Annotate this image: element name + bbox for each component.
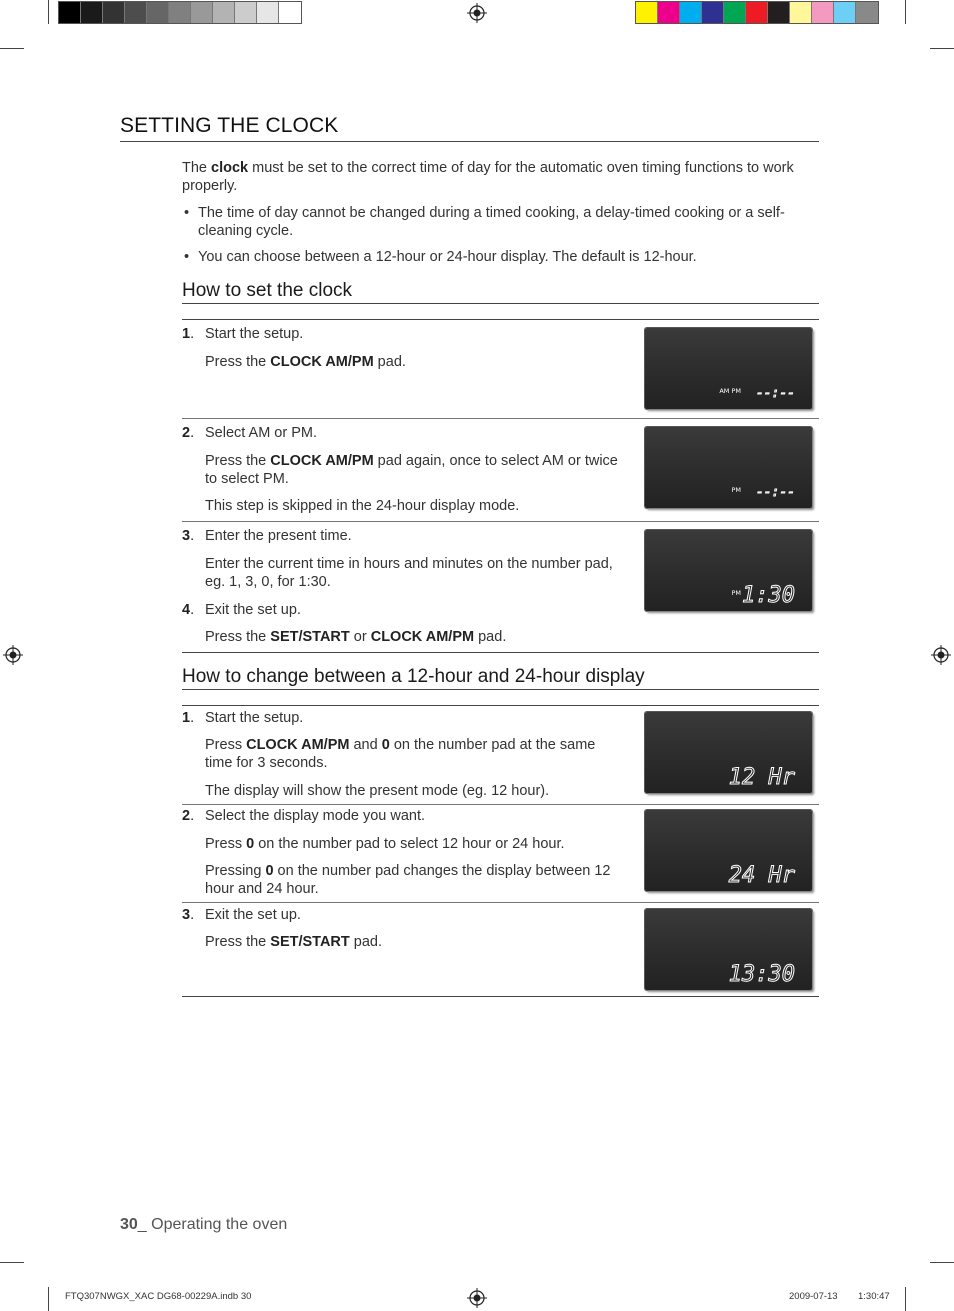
intro-paragraph: The clock must be set to the correct time of day for the automatic oven timing functions to work properly. xyxy=(182,160,794,194)
step-heading: Exit the set up. xyxy=(205,907,301,923)
display-indicator: PM xyxy=(731,486,741,494)
step-instruction: Press the CLOCK AM/PM pad again, once to select AM or twice to select PM. xyxy=(205,453,618,487)
color-swatch xyxy=(768,2,790,23)
table-bottom-rule xyxy=(182,652,819,653)
table-top-rule xyxy=(182,319,819,320)
gray-calibration-bar xyxy=(58,1,302,24)
display-indicator: AM PM xyxy=(719,387,741,395)
color-swatch xyxy=(856,2,878,23)
step-instruction: Press the SET/START pad. xyxy=(205,934,383,950)
step-note: This step is skipped in the 24-hour display mode. xyxy=(205,498,520,514)
step-number: 1. xyxy=(182,710,195,726)
step-number: 1. xyxy=(182,326,195,342)
color-swatch xyxy=(746,2,768,23)
color-swatch xyxy=(702,2,724,23)
subsection-title-set-clock: How to set the clock xyxy=(182,280,353,301)
subsection-rule xyxy=(182,303,819,304)
step-instruction: Press the CLOCK AM/PM pad. xyxy=(205,354,406,370)
color-swatch xyxy=(125,2,147,23)
display-readout: --:-- xyxy=(755,485,795,500)
oven-display-panel xyxy=(645,328,812,409)
display-readout: --:-- xyxy=(755,386,795,401)
step-number: 3. xyxy=(182,907,195,923)
color-swatch xyxy=(147,2,169,23)
color-swatch xyxy=(658,2,680,23)
oven-display-panel xyxy=(645,530,812,611)
table-top-rule xyxy=(182,705,819,706)
page-section-label: _ Operating the oven xyxy=(137,1216,288,1233)
step-instruction: Pressing 0 on the number pad changes the display between 12 hour and 24 hour. xyxy=(205,863,611,897)
step-number: 4. xyxy=(182,602,195,618)
color-swatch xyxy=(257,2,279,23)
page-footer xyxy=(120,1216,287,1234)
display-indicator: PM xyxy=(731,589,741,597)
crop-mark xyxy=(48,1287,49,1311)
print-slug-file: FTQ307NWGX_XAC DG68-00229A.indb 30 xyxy=(65,1291,252,1302)
bullet-item: The time of day cannot be changed during a timed cooking, a delay-timed cooking or a self- cleaning cycle. xyxy=(198,205,785,239)
step-heading: Enter the present time. xyxy=(205,528,352,544)
crop-mark xyxy=(48,0,49,24)
step-heading: Start the setup. xyxy=(205,710,304,726)
oven-display-panel xyxy=(645,712,812,793)
step-heading: Start the setup. xyxy=(205,326,304,342)
color-swatch xyxy=(834,2,856,23)
step-number: 2. xyxy=(182,808,195,824)
color-swatch xyxy=(81,2,103,23)
color-swatch xyxy=(59,2,81,23)
step-heading: Exit the set up. xyxy=(205,602,301,618)
oven-display-panel xyxy=(645,810,812,891)
crop-mark xyxy=(905,1287,906,1311)
bullet-item: You can choose between a 12-hour or 24-hour display. The default is 12-hour. xyxy=(198,249,697,265)
step-divider xyxy=(182,521,819,522)
color-swatch xyxy=(213,2,235,23)
section-title-rule xyxy=(120,141,819,142)
color-swatch xyxy=(790,2,812,23)
color-swatch xyxy=(680,2,702,23)
color-swatch xyxy=(103,2,125,23)
crop-mark xyxy=(930,48,954,49)
color-swatch xyxy=(169,2,191,23)
color-swatch xyxy=(812,2,834,23)
step-instruction: Press the SET/START or CLOCK AM/PM pad. xyxy=(205,629,507,645)
color-swatch xyxy=(636,2,658,23)
registration-mark-icon xyxy=(3,645,23,665)
step-number: 3. xyxy=(182,528,195,544)
display-readout: 12 Hr xyxy=(728,765,795,790)
step-instruction: Enter the current time in hours and minutes on the number pad, eg. 1, 3, 0, for 1:30. xyxy=(205,556,613,590)
oven-display-panel xyxy=(645,427,812,508)
step-instruction: Press CLOCK AM/PM and 0 on the number pad at the same time for 3 seconds. xyxy=(205,737,596,771)
print-slug-time: 1:30:47 xyxy=(858,1291,890,1302)
color-swatch xyxy=(191,2,213,23)
bullet-mark: • xyxy=(184,205,190,221)
display-readout: 24 Hr xyxy=(728,863,795,888)
registration-mark-icon xyxy=(931,645,951,665)
bullet-mark: • xyxy=(184,249,190,265)
step-heading: Select the display mode you want. xyxy=(205,808,426,824)
step-divider xyxy=(182,902,819,903)
step-instruction: Press 0 on the number pad to select 12 hour or 24 hour. xyxy=(205,836,565,852)
crop-mark xyxy=(930,1262,954,1263)
step-number: 2. xyxy=(182,425,195,441)
crop-mark xyxy=(0,48,24,49)
display-readout: 1:30 xyxy=(742,583,795,608)
color-calibration-bar xyxy=(635,1,879,24)
step-divider xyxy=(182,804,819,805)
subsection-title-change-display: How to change between a 12-hour and 24-hour display xyxy=(182,666,645,687)
step-note: The display will show the present mode (eg. 12 hour). xyxy=(205,783,550,799)
crop-mark xyxy=(905,0,906,24)
section-title: SETTING THE CLOCK xyxy=(120,114,339,137)
step-divider xyxy=(182,418,819,419)
crop-mark xyxy=(0,1262,24,1263)
display-readout: 13:30 xyxy=(728,962,795,987)
color-swatch xyxy=(279,2,301,23)
page-number: 30 xyxy=(120,1216,138,1233)
print-slug-date: 2009-07-13 xyxy=(789,1291,838,1302)
color-swatch xyxy=(724,2,746,23)
table-bottom-rule xyxy=(182,996,819,997)
color-swatch xyxy=(235,2,257,23)
step-heading: Select AM or PM. xyxy=(205,425,318,441)
oven-display-panel xyxy=(645,909,812,990)
registration-mark-icon xyxy=(467,3,487,23)
registration-mark-icon xyxy=(467,1288,487,1308)
subsection-rule xyxy=(182,689,819,690)
